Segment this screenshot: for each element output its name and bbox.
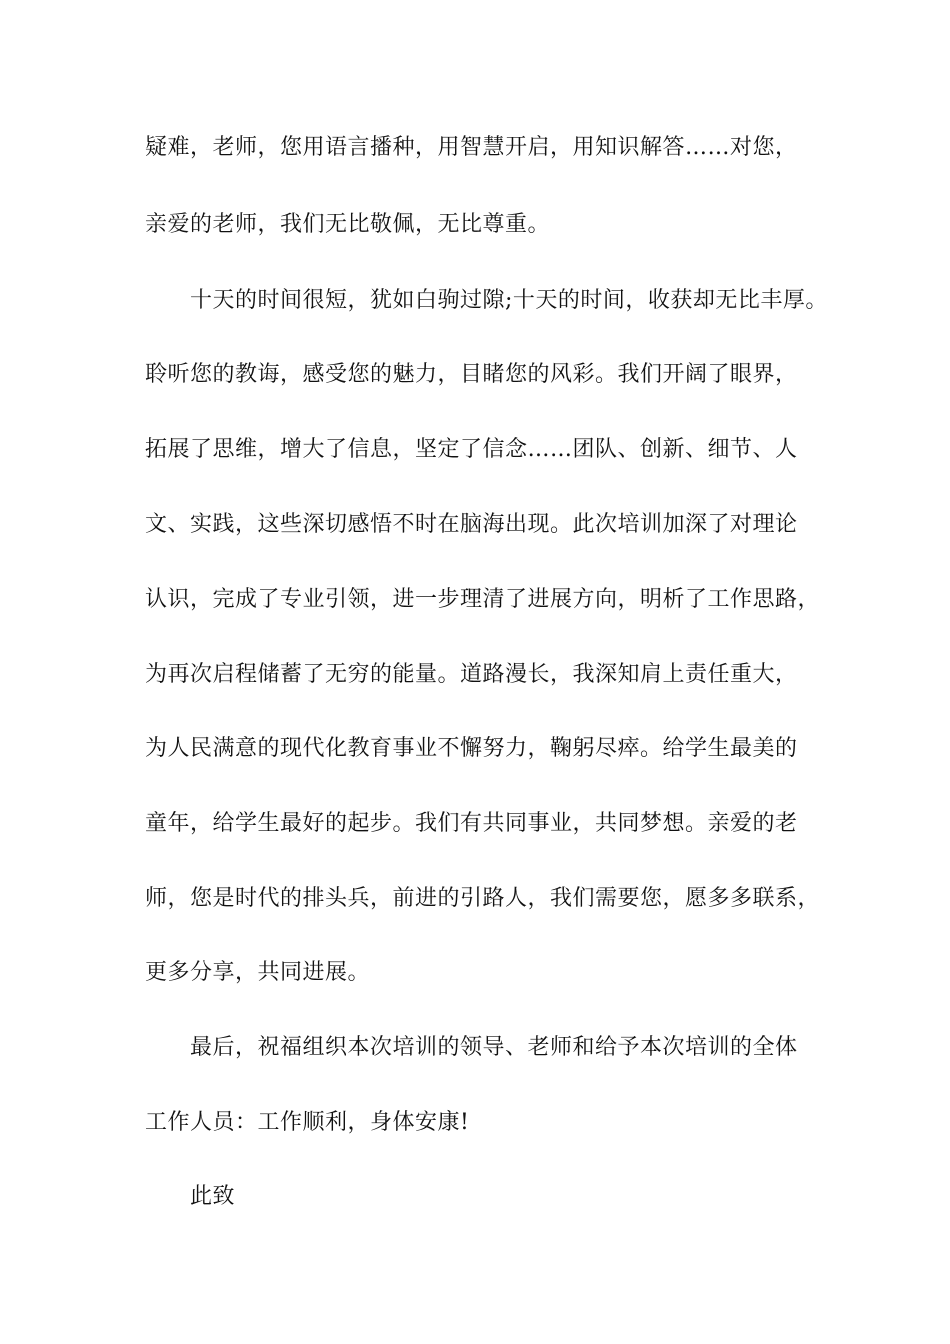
text-line: 为人民满意的现代化教育事业不懈努力，鞠躬尽瘁。给学生最美的	[145, 736, 798, 761]
text-line: 文、实践，这些深切感悟不时在脑海出现。此次培训加深了对理论	[145, 512, 798, 537]
paragraph-start-line: 十天的时间很短，犹如白驹过隙;十天的时间，收获却无比丰厚。	[190, 288, 828, 313]
text-line: 童年，给学生最好的起步。我们有共同事业，共同梦想。亲爱的老	[145, 811, 798, 836]
text-line: 疑难，老师，您用语言播种，用智慧开启，用知识解答……对您，	[145, 135, 798, 160]
text-line: 师，您是时代的排头兵，前进的引路人，我们需要您，愿多多联系，	[145, 886, 821, 911]
closing-salutation: 此致	[190, 1184, 236, 1209]
text-line: 更多分享，共同进展。	[145, 960, 371, 985]
text-line: 认识，完成了专业引领，进一步理清了进展方向，明析了工作思路，	[145, 587, 821, 612]
paragraph-start-line: 最后，祝福组织本次培训的领导、老师和给予本次培训的全体	[190, 1035, 798, 1060]
text-line: 拓展了思维，增大了信息，坚定了信念……团队、创新、细节、人	[145, 437, 798, 462]
text-line: 工作人员：工作顺利，身体安康!	[145, 1110, 470, 1135]
text-line: 亲爱的老师，我们无比敬佩，无比尊重。	[145, 212, 551, 237]
text-line: 为再次启程储蓄了无穷的能量。道路漫长，我深知肩上责任重大，	[145, 662, 798, 687]
text-line: 聆听您的教诲，感受您的魅力，目睹您的风彩。我们开阔了眼界，	[145, 362, 798, 387]
